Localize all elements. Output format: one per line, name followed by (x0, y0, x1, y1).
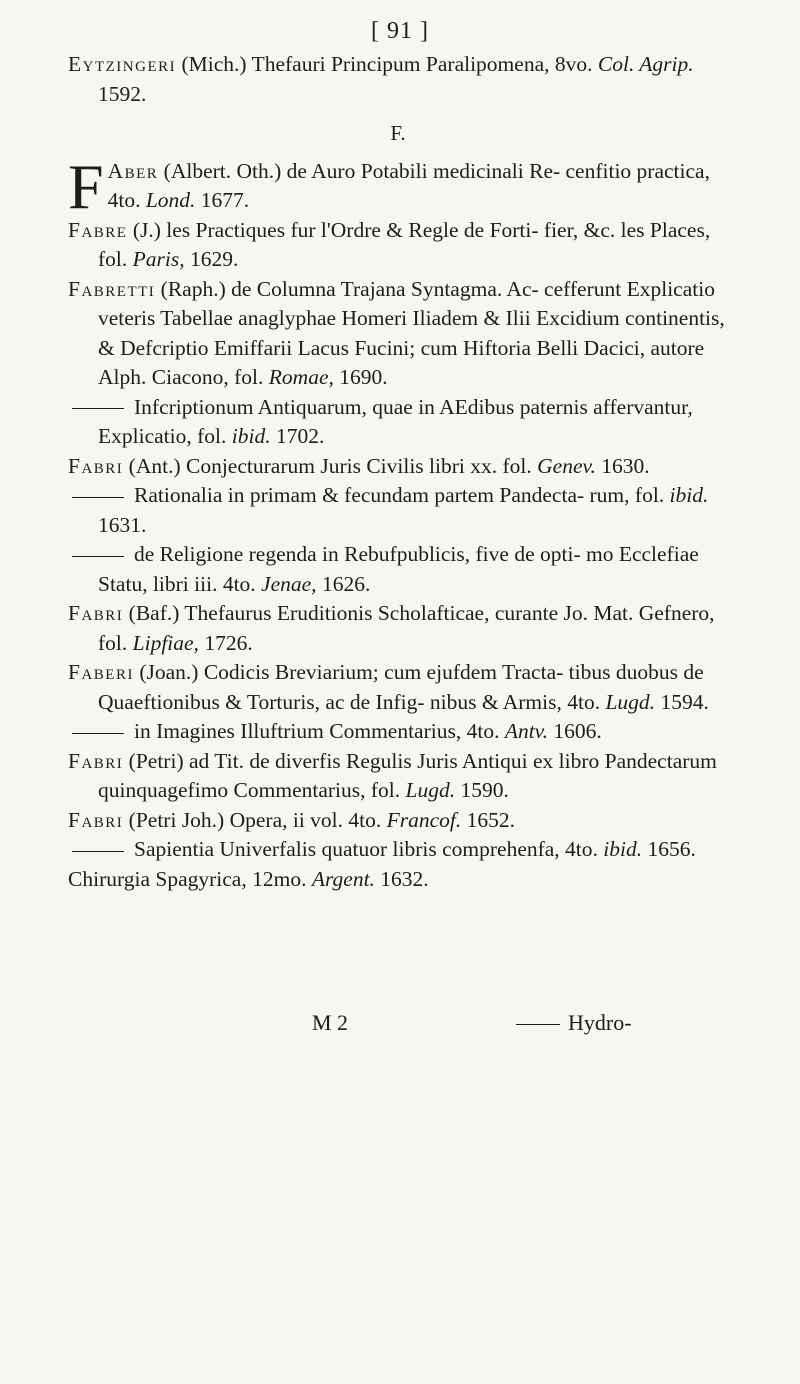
entry-year: 1606. (548, 719, 602, 743)
ditto-dash (72, 733, 124, 734)
ditto-dash (72, 556, 124, 557)
entry-title: (Mich.) Thefauri Principum Paralipomena, 8vo. (176, 52, 598, 76)
entry-place: Col. Agrip. (597, 52, 694, 76)
entry-title: in Imagines Illuftrium Commentarius, 4to. (134, 719, 505, 743)
entry-year: 1690. (333, 365, 388, 389)
entry-year: 1590. (455, 778, 509, 802)
entry-place: Romae, (268, 365, 334, 389)
entry-title: (J.) les Practiques fur l'Ordre & Regle de Forti- fier, &c. les Places, fol. (98, 217, 711, 271)
entry-place: Paris, (132, 247, 185, 271)
ditto-dash (72, 408, 124, 409)
catalogue-entry (68, 835, 728, 865)
catalogue-entry (68, 150, 728, 222)
entry-year: 1726. (198, 630, 253, 655)
entry-author: Aber (107, 158, 159, 183)
catalogue-entry (68, 599, 728, 658)
entry-place: ibid. (231, 424, 271, 448)
catalogue-entry (68, 865, 728, 895)
entry-year: 1652. (461, 807, 516, 832)
entry-place: Genev. (537, 453, 596, 478)
catalogue-text (68, 50, 728, 894)
entry-place: Lipfiae, (132, 630, 199, 655)
catalogue-entry (68, 658, 728, 717)
entry-year: 1626. (316, 571, 371, 596)
catchword (512, 1010, 632, 1036)
entry-place: ibid. (603, 837, 643, 861)
drop-cap: F (68, 150, 104, 222)
entry-place: Francof. (386, 807, 462, 832)
entry-title: (Albert. Oth.) de Auro Potabili medicinali Re- cenfitio practica, 4to. (107, 158, 710, 212)
entry-place: Argent. (311, 866, 375, 891)
signature-mark: M 2 (312, 1010, 349, 1035)
entry-year: 1631. (98, 512, 147, 537)
catchword-dash (516, 1024, 560, 1025)
ditto-dash (72, 851, 124, 852)
entry-author: Fabri (68, 453, 124, 478)
entry-year: 1632. (374, 866, 429, 891)
entry-title: (Ant.) Conjecturarum Juris Civilis libri xx. fol. (123, 453, 538, 478)
entry-year: 1594. (655, 689, 709, 714)
catalogue-entry (68, 393, 728, 452)
entry-author: Fabretti (68, 276, 156, 301)
page-number: [ 91 ] (371, 18, 429, 44)
catalogue-entry (68, 717, 728, 747)
catalogue-entry (68, 50, 728, 109)
entry-title: Rationalia in primam & fecundam partem Pandecta- rum, fol. (134, 483, 670, 507)
entry-author: Fabri (68, 748, 124, 773)
entry-year: 1677. (195, 188, 250, 212)
entry-author: Fabri (68, 601, 124, 625)
entry-author: Fabre (68, 217, 128, 242)
entry-title: (Baf.) Thefaurus Eruditionis Scholafticae, curante Jo. Mat. Gefnero, fol. (98, 601, 715, 655)
catalogue-entry (68, 275, 728, 393)
entry-title: (Raph.) de Columna Trajana Syntagma. Ac- cefferunt Explicatio veteris Tabellae anaglyphae Homeri Iliadem & Ilii Excidium continentis, & Defcriptio Emiffarii Lacus Fucini; cum Hiftoria Belli Dacici, autore Alph. Ciacono, fol. (98, 276, 725, 389)
ditto-dash (72, 497, 124, 498)
entry-title: Infcriptionum Antiquarum, quae in AEdibus paternis affervantur, Explicatio, fol. (98, 394, 693, 448)
entry-place: Lugd. (605, 689, 656, 714)
entry-place: Lugd. (405, 778, 456, 802)
entry-place: ibid. (669, 483, 709, 507)
catalogue-entry (68, 806, 728, 836)
entry-title: Sapientia Univerfalis quatuor libris comprehenfa, 4to. (134, 837, 604, 861)
entry-author: Fabri (68, 807, 124, 832)
entry-author: Eytzingeri (68, 52, 177, 76)
catalogue-entry (68, 216, 728, 275)
catalogue-entry (68, 481, 728, 540)
catchword-text: Hydro- (568, 1010, 632, 1035)
entry-place: Lond. (145, 188, 196, 212)
entry-place: Jenae, (261, 571, 317, 596)
section-heading: F. (390, 121, 406, 145)
catalogue-entry (68, 540, 728, 599)
entry-title: (Petri Joh.) Opera, ii vol. 4to. (123, 807, 387, 832)
entry-title: (Joan.) Codicis Breviarium; cum ejufdem Tracta- tibus duobus de Quaeftionibus & Torturis, ac de Infig- nibus & Armis, 4to. (98, 660, 704, 714)
entry-author: Faberi (68, 660, 134, 684)
entry-year: 1702. (270, 424, 325, 448)
entry-title: (Petri) ad Tit. de diverfis Regulis Juris Antiqui ex libro Pandectarum quinquagefimo Commentarius, fol. (98, 748, 717, 802)
catalogue-entry (68, 452, 728, 482)
entry-year: 1630. (595, 453, 650, 478)
entry-title: Chirurgia Spagyrica, 12mo. (68, 866, 312, 891)
entry-place: Antv. (504, 719, 549, 743)
entry-title: de Religione regenda in Rebufpublicis, five de opti- mo Ecclefiae Statu, libri iii. 4to. (98, 542, 699, 596)
entry-year: 1629. (184, 247, 239, 271)
entry-year: 1592. (98, 81, 147, 106)
catalogue-entry (68, 747, 728, 806)
entry-year: 1656. (642, 837, 696, 861)
